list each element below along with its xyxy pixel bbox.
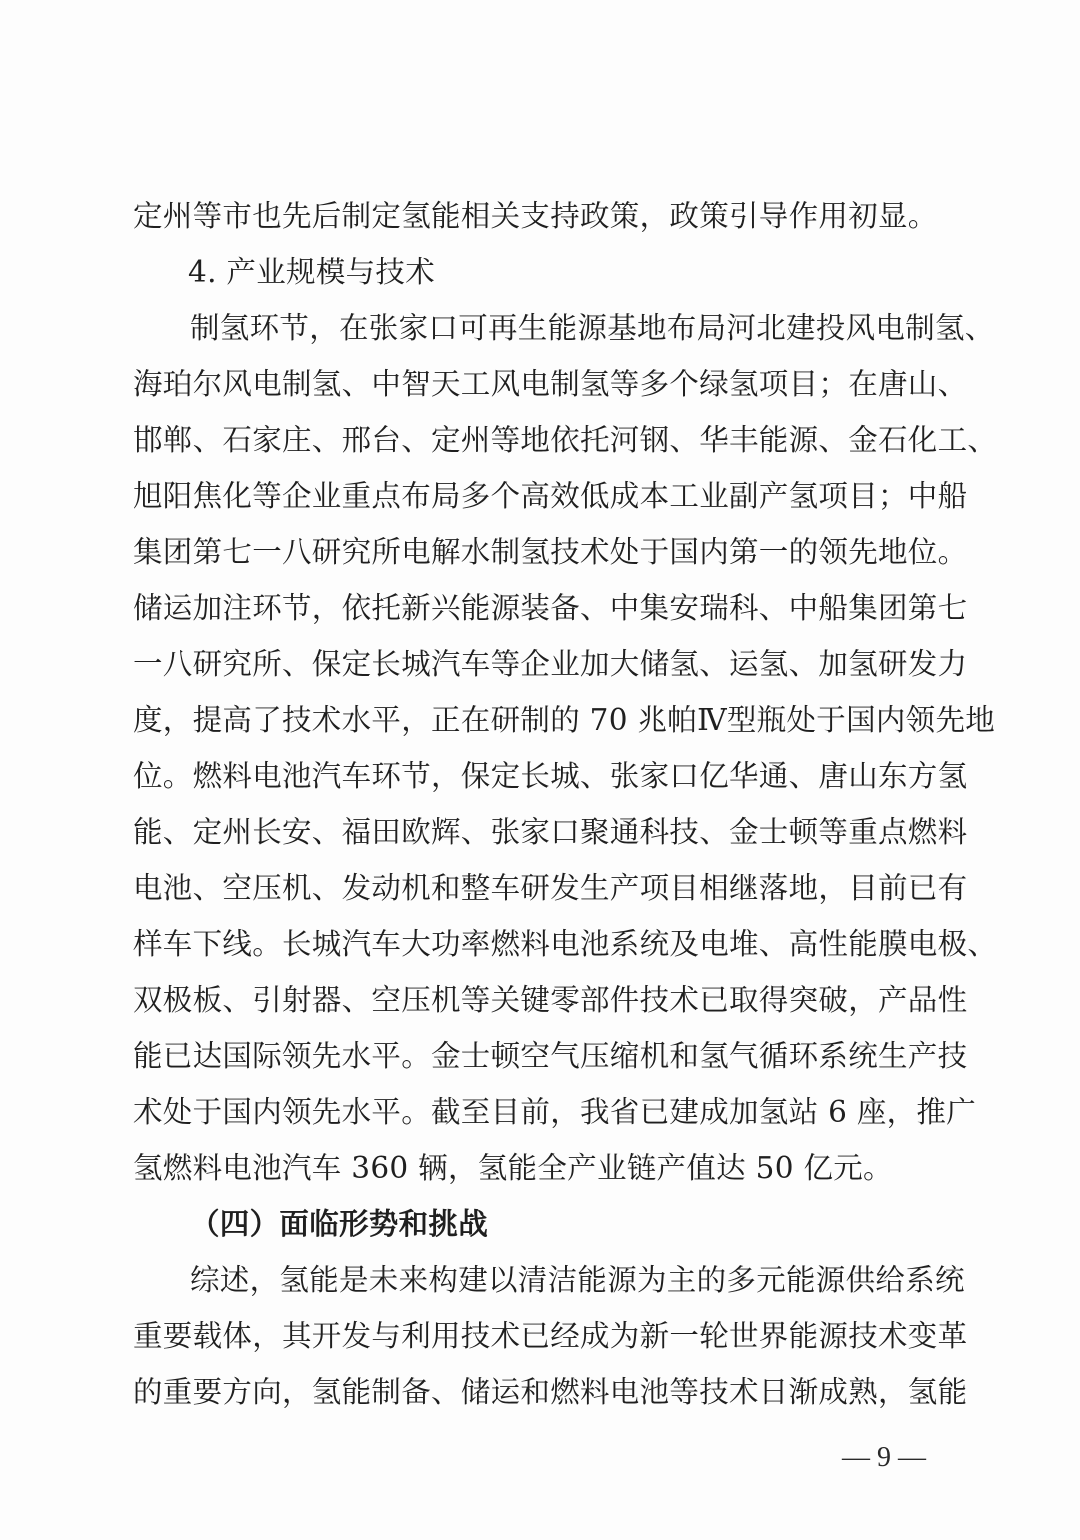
text-line: 旭阳焦化等企业重点布局多个高效低成本工业副产氢项目；中船 [133, 479, 968, 513]
text-line: 海珀尔风电制氢、中智天工风电制氢等多个绿氢项目；在唐山、 [133, 367, 968, 401]
text-line: 双极板、引射器、空压机等关键零部件技术已取得突破，产品性 [133, 983, 968, 1017]
text-line: 的重要方向，氢能制备、储运和燃料电池等技术日渐成熟，氢能 [133, 1375, 968, 1409]
text-line: 术处于国内领先水平。截至目前，我省已建成加氢站 6 座，推广 [133, 1095, 977, 1129]
text-line: 一八研究所、保定长城汽车等企业加大储氢、运氢、加氢研发力 [133, 647, 968, 681]
text-line: 储运加注环节，依托新兴能源装备、中集安瑞科、中船集团第七 [133, 591, 968, 625]
subsection-heading: （四）面临形势和挑战 [190, 1206, 489, 1241]
text-line: 邯郸、石家庄、邢台、定州等地依托河钢、华丰能源、金石化工、 [133, 423, 998, 457]
text-line: 能、定州长安、福田欧辉、张家口聚通科技、金士顿等重点燃料 [133, 815, 968, 849]
text-line: 制氢环节，在张家口可再生能源基地布局河北建投风电制氢、 [190, 311, 995, 345]
text-line: 度，提高了技术水平，正在研制的 70 兆帕Ⅳ型瓶处于国内领先地 [133, 703, 996, 737]
text-line: 重要载体，其开发与利用技术已经成为新一轮世界能源技术变革 [133, 1319, 968, 1353]
text-line: 集团第七一八研究所电解水制氢技术处于国内第一的领先地位。 [133, 535, 968, 569]
text-line: 能已达国际领先水平。金士顿空气压缩机和氢气循环系统生产技 [133, 1039, 968, 1073]
text-line: 综述，氢能是未来构建以清洁能源为主的多元能源供给系统 [190, 1263, 965, 1297]
text-line: 定州等市也先后制定氢能相关支持政策，政策引导作用初显。 [133, 199, 938, 233]
page-number: — 9 — [842, 1442, 926, 1473]
text-line: 位。燃料电池汽车环节，保定长城、张家口亿华通、唐山东方氢 [133, 759, 968, 793]
text-line: 氢燃料电池汽车 360 辆，氢能全产业链产值达 50 亿元。 [133, 1151, 893, 1185]
section-heading: 4. 产业规模与技术 [188, 255, 436, 289]
text-line: 样车下线。长城汽车大功率燃料电池系统及电堆、高性能膜电极、 [133, 927, 998, 961]
text-line: 电池、空压机、发动机和整车研发生产项目相继落地，目前已有 [133, 871, 968, 905]
